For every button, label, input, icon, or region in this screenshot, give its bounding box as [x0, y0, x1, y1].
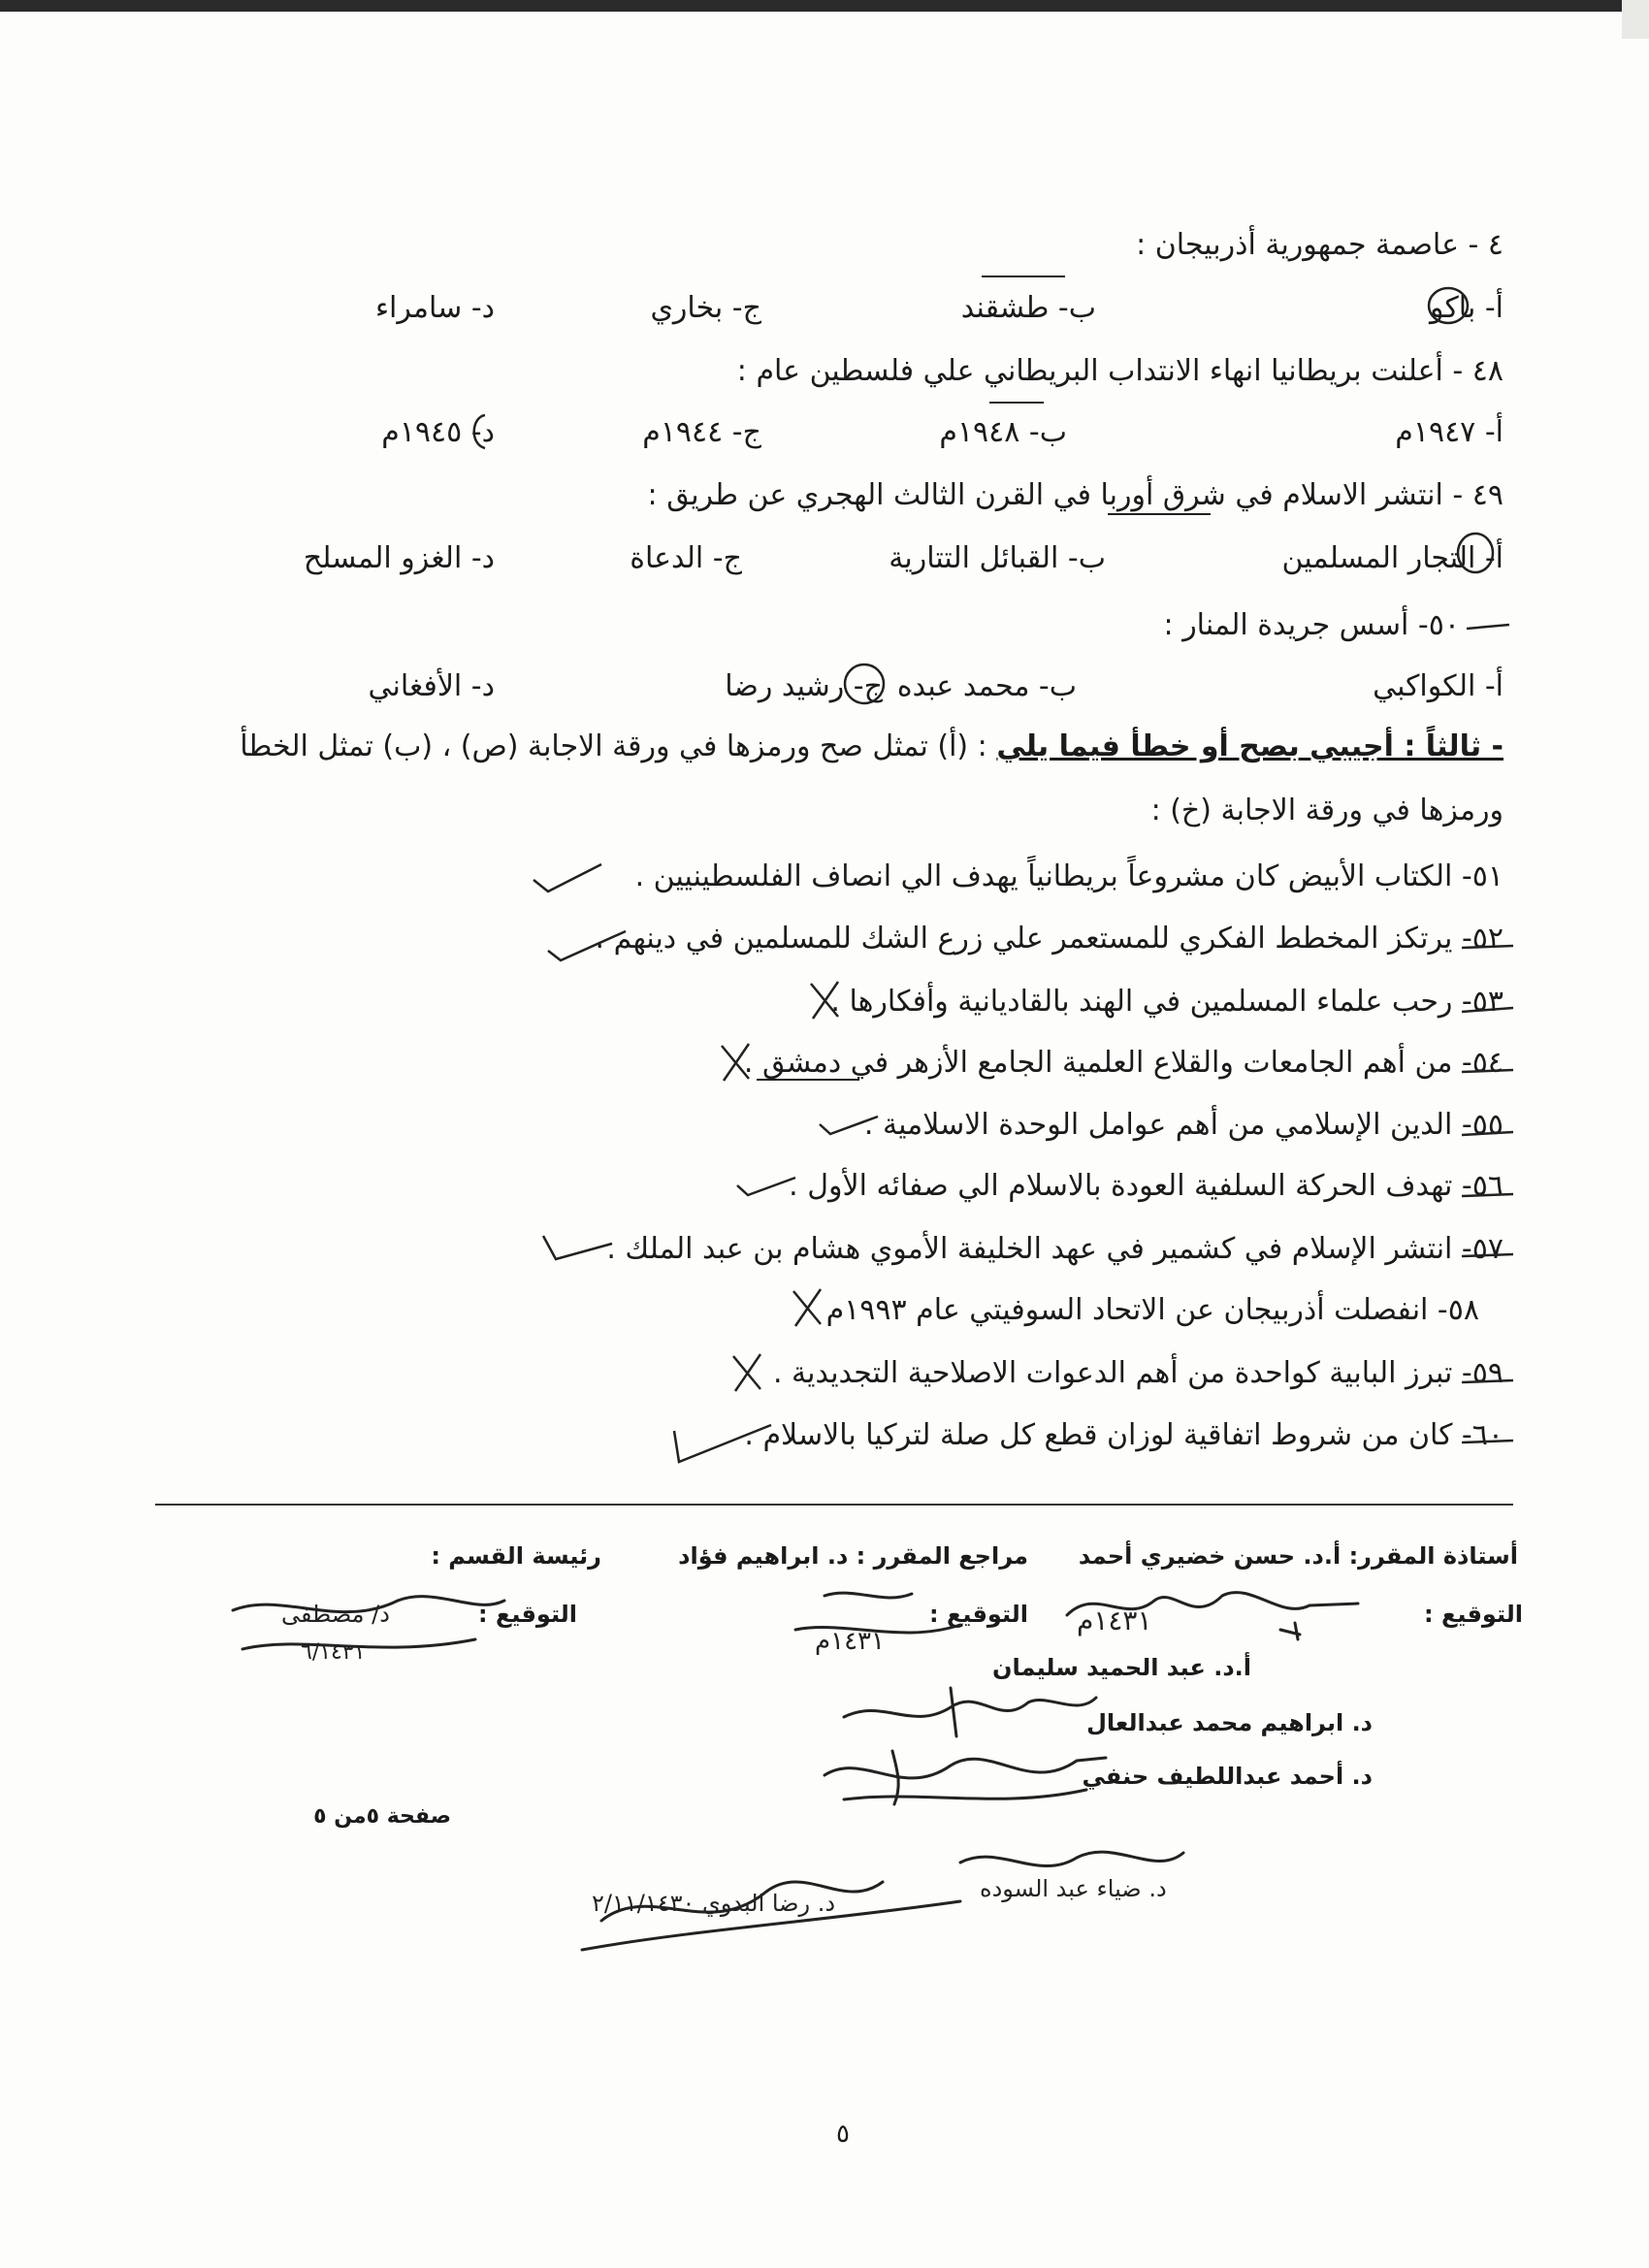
- check-mark-icon: [529, 859, 606, 897]
- question-50-option-c: ج- رشيد رضا: [725, 669, 883, 703]
- check-mark-icon: [543, 922, 630, 965]
- sig-date-1: ١٤٣١م: [1077, 1604, 1152, 1636]
- question-49-option-a: أ- التجار المسلمين: [1281, 541, 1504, 575]
- teacher-name-2: أ.د. عبد الحميد سليمان: [992, 1654, 1251, 1681]
- question-47-stem: ٤ - عاصمة جمهورية أذربيجان :: [1136, 228, 1504, 262]
- statement-54: ٥٤- من أهم الجامعات والقلاع العلمية الجامع الأزهر في دمشق .: [743, 1046, 1504, 1080]
- question-49-option-c: ج- الدعاة: [630, 541, 742, 575]
- margin-dash-marks: [1460, 926, 1518, 1450]
- check-mark-icon: [669, 1411, 776, 1470]
- question-47-option-b: ب- طشقند: [960, 291, 1096, 325]
- reviewer-signature: [766, 1576, 980, 1664]
- scan-corner: [1622, 0, 1649, 39]
- page-number: ٥: [836, 2120, 850, 2149]
- question-50-stem: ٥٠- أسس جريدة المنار :: [1163, 608, 1460, 642]
- check-mark-icon: [815, 1111, 883, 1140]
- question-49-stem: ٤٩ - انتشر الاسلام في شرق أوربا في القرن الثالث الهجري عن طريق :: [647, 478, 1504, 512]
- scan-top-edge: [0, 0, 1649, 12]
- page-of-label: صفحة ٥من ٥: [313, 1804, 451, 1829]
- section-3-instructions: [240, 729, 1504, 763]
- statement-53: ٥٣- رحب علماء المسلمين في الهند بالقاديانية وأفكارها .: [830, 985, 1504, 1019]
- question-50-option-a: أ- الكواكبي: [1373, 669, 1504, 703]
- question-48-option-a: أ- ١٩٤٧م: [1395, 415, 1504, 449]
- question-50-option-d: د- الأفغاني: [368, 669, 495, 703]
- course-reviewer: مراجع المقرر : د. ابراهيم فؤاد: [678, 1542, 1028, 1570]
- statement-60: ٦٠- كان من شروط اتفاقية لوزان قطع كل صلة لتركيا بالاسلام .: [744, 1418, 1504, 1452]
- statement-51: ٥١- الكتاب الأبيض كان مشروعاً بريطانياً يهدف الي انصاف الفلسطينيين .: [634, 859, 1504, 893]
- cross-mark-icon: [728, 1350, 766, 1395]
- extra-sig-1: د. ضياء عبد السوده: [980, 1875, 1167, 1902]
- underline-mark: [980, 272, 1067, 281]
- signature-label-reviewer: التوقيع :: [929, 1601, 1028, 1628]
- underline-mark: [987, 398, 1046, 407]
- question-48-option-d: د- ١٩٤٥م: [381, 415, 495, 449]
- question-47-option-a: أ- باكو: [1430, 291, 1504, 325]
- section-3-instructions-line-2: ورمزها في ورقة الاجابة (خ) :: [1150, 794, 1504, 827]
- circle-mark-icon: [840, 660, 889, 708]
- extra-sig-2: د. رضا البدوي ٢/١١/١٤٣٠: [592, 1890, 836, 1917]
- statement-55: ٥٥- الدين الإسلامي من أهم عوامل الوحدة الاسلامية .: [863, 1108, 1504, 1142]
- statement-52: ٥٢- يرتكز المخطط الفكري للمستعمر علي زرع الشك للمسلمين في دينهم .: [595, 922, 1504, 956]
- question-48-option-b: ب- ١٩٤٨م: [939, 415, 1067, 449]
- statement-56: ٥٦- تهدف الحركة السلفية العودة بالاسلام الي صفائه الأول .: [789, 1169, 1504, 1203]
- question-48-option-c: ج- ١٩٤٤م: [642, 415, 761, 449]
- question-50-option-b: ب- محمد عبده: [896, 669, 1077, 703]
- department-head: رئيسة القسم :: [431, 1542, 601, 1570]
- teacher-signature-4: [805, 1736, 1116, 1814]
- teacher-name-3: د. ابراهيم محمد عبدالعال: [1086, 1709, 1373, 1736]
- dash-mark-icon: [1465, 617, 1513, 636]
- signature-label-head: التوقيع :: [478, 1601, 577, 1628]
- teacher-name-4: د. أحمد عبداللطيف حنفي: [1082, 1763, 1373, 1790]
- circle-mark-icon: [1453, 529, 1498, 577]
- question-47-option-c: ج- بخاري: [650, 291, 761, 325]
- circle-mark-icon: [1424, 281, 1472, 330]
- head-sig-date: ٦/١٤٣١: [301, 1640, 366, 1665]
- circle-mark-icon: [466, 407, 504, 456]
- course-teachers: أستاذة المقرر: أ.د. حسن خضيري أحمد: [1078, 1542, 1518, 1570]
- extra-signatures: [572, 1824, 1193, 1969]
- question-49-option-b: ب- القبائل التتارية: [889, 541, 1106, 575]
- cross-mark-icon: [716, 1040, 755, 1085]
- section-3-instructions-rest: : (أ) تمثل صح ورمزها في ورقة الاجابة (ص) ، (ب) تمثل الخطأ: [240, 729, 987, 763]
- footer-separator: [155, 1504, 1513, 1506]
- question-47-option-d: د- سامراء: [374, 291, 495, 325]
- statement-57: ٥٧- انتشر الإسلام في كشمير في عهد الخليفة الأموي هشام بن عبد الملك .: [606, 1232, 1504, 1266]
- cross-mark-icon: [805, 978, 844, 1022]
- statement-59: ٥٩- تبرز البابية كواحدة من أهم الدعوات الاصلاحية التجديدية .: [772, 1356, 1504, 1390]
- head-sig-text: د/ مصطفى: [281, 1601, 390, 1628]
- question-49-option-d: د- الغزو المسلح: [303, 541, 495, 575]
- head-signature: [223, 1581, 514, 1669]
- sig-date-2: ١٤٣١م: [815, 1627, 885, 1656]
- section-3-heading: - ثالثاً : أجيبي بصح أو خطأ فيما يلي: [996, 729, 1504, 763]
- cross-mark-icon: [788, 1285, 826, 1330]
- teacher-signature-1: [1057, 1576, 1368, 1644]
- check-mark-icon: [732, 1172, 800, 1201]
- question-48-stem: ٤٨ - أعلنت بريطانيا انهاء الانتداب البريطاني علي فلسطين عام :: [736, 354, 1504, 388]
- check-mark-icon: [538, 1230, 616, 1265]
- signature-label-teachers: التوقيع :: [1424, 1601, 1523, 1628]
- underline-mark: [1106, 509, 1212, 519]
- underline-mark: [755, 1075, 861, 1085]
- statement-58: ٥٨- انفصلت أذربيجان عن الاتحاد السوفيتي عام ١٩٩٣م: [825, 1293, 1479, 1327]
